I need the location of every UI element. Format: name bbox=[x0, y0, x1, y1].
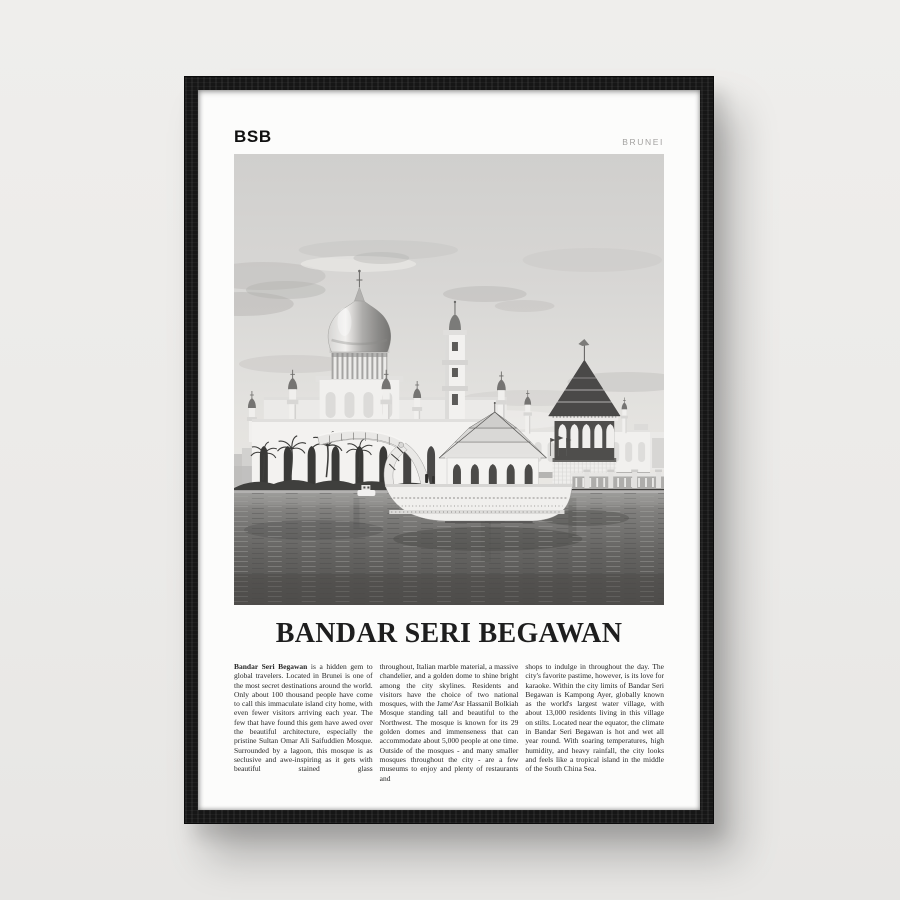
poster-body bbox=[234, 662, 664, 783]
body-column-1: Bandar Seri Begawan is a hidden gem to global travelers. Located in Brunei is one of the most secret destinations around the world. Only about 100 thousand people have come to call this immaculate island city home, with even fewer visitors arriving each year. The few that have found this gem have awed over the beautiful architecture, especially the pristine Sultan Omar Ali Saifuddien Mosque. Surrounded by a lagoon, this mosque is as seclusive and awe-inspiring as it gets with beautiful stained glass bbox=[234, 662, 373, 774]
body-column-3: shops to indulge in throughout the day. The city's favorite pastime, however, is its love for karaoke. Within the city limits of Bandar Seri Begawan is Kampong Ayer, globally known as the world's largest water village, with about 13,000 residents living in this village on stilts. Located near the equator, the climate in Bandar Seri Begawan is hot and wet all year round. With soaring temperatures, high humidity, and heavy rainfall, the city looks and feels like a tropical island in the middle of the South China Sea. bbox=[525, 662, 665, 774]
mosque-photo bbox=[234, 154, 664, 605]
poster bbox=[198, 90, 700, 810]
poster-masthead bbox=[234, 90, 664, 154]
waterfront-fence bbox=[570, 470, 664, 494]
poster-frame bbox=[184, 76, 714, 824]
body-column-2: throughout, Italian marble material, a massive chandelier, and a golden dome to shine bright among the city skylines. Residents and visitors have the choice of two national mosques, with the Jame'Asr Hassanil Bolkiah Mosque standing tall and beautiful to the Northwest. The mosque is known for its 29 golden domes and immenseness that can accommodate about 5,000 people at one time. Outside of the mosques - and many smaller mosques throughout the city - are a few museums to enjoy and plenty of restaurants and bbox=[379, 662, 519, 783]
poster-mat bbox=[198, 90, 700, 810]
country-label: BRUNEI bbox=[622, 137, 664, 147]
poster-title: BANDAR SERI BEGAWAN bbox=[275, 618, 623, 649]
city-abbreviation: BSB bbox=[234, 127, 272, 146]
body-lead-in: Bandar Seri Begawan bbox=[234, 662, 308, 671]
